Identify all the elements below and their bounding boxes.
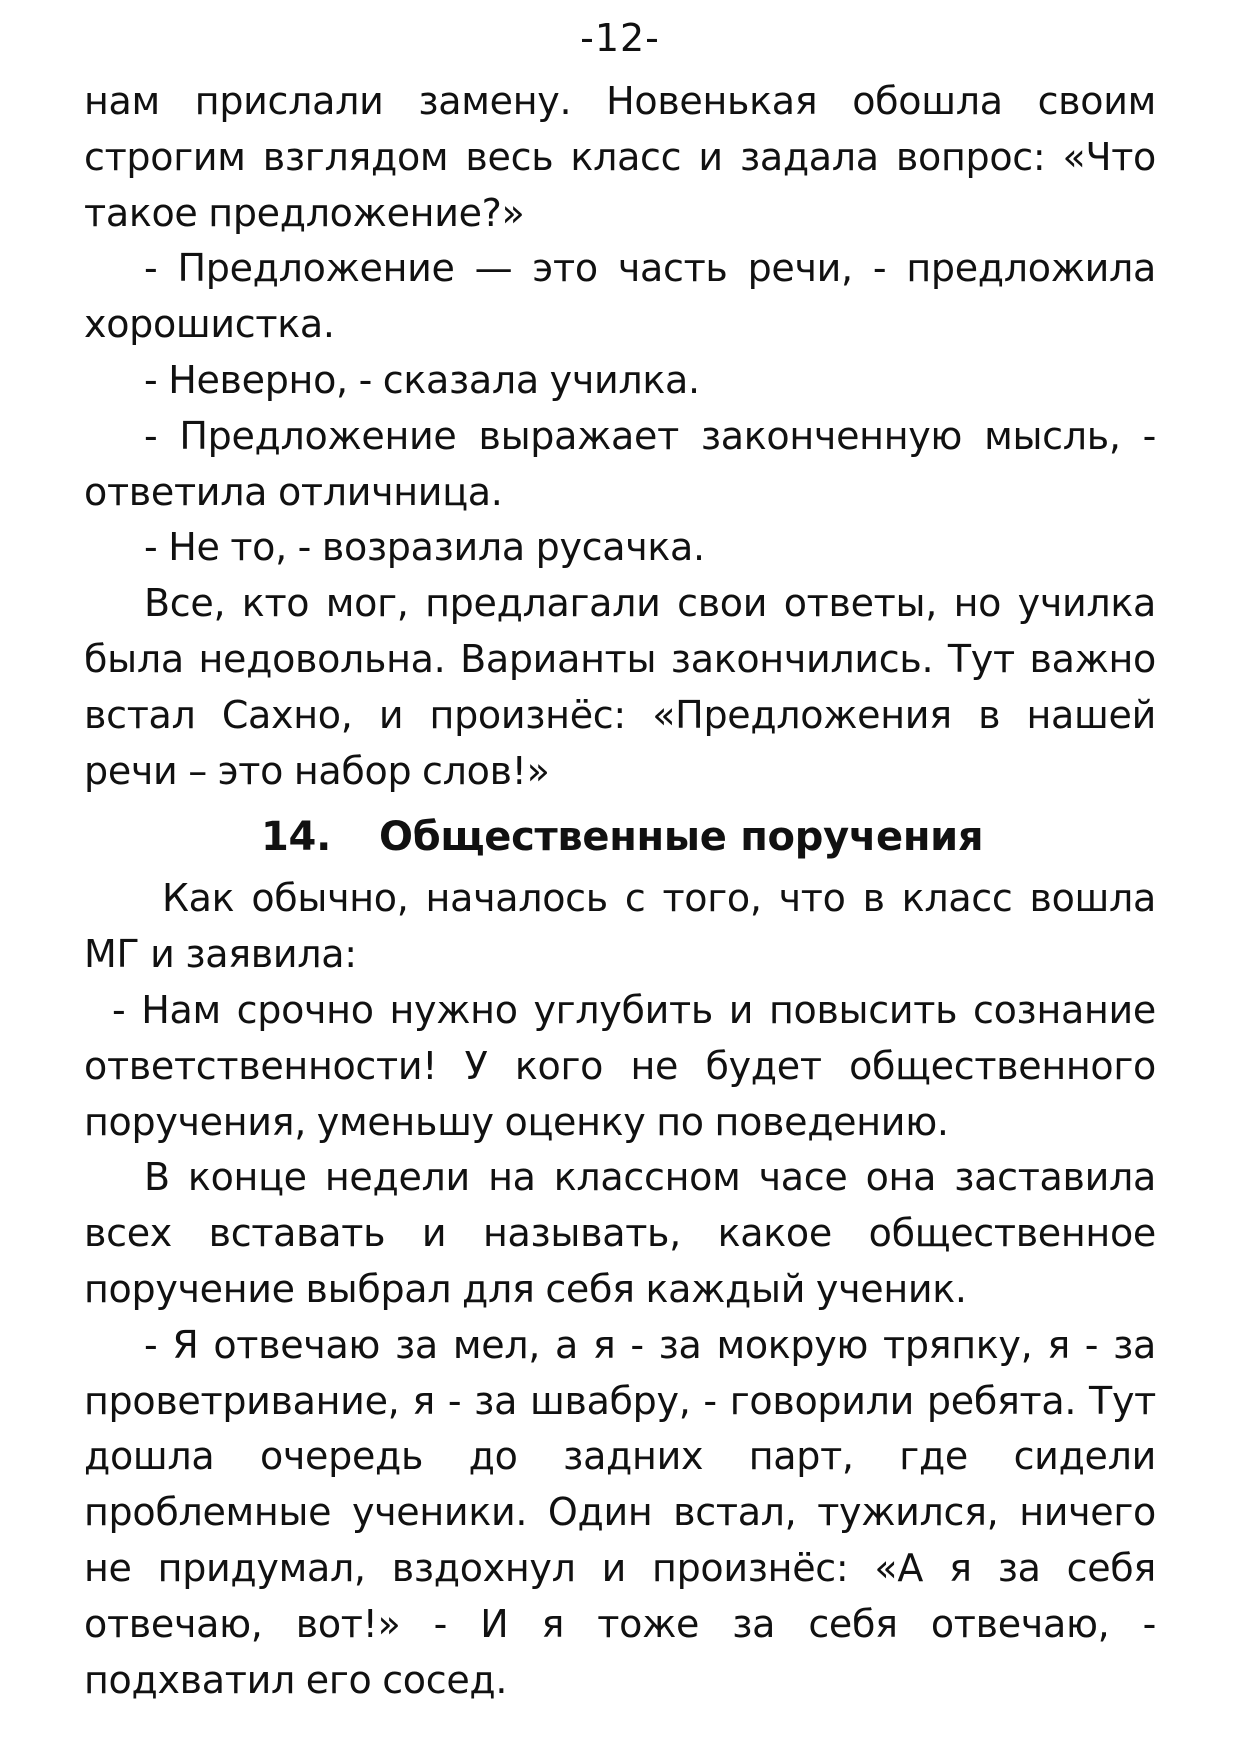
paragraph: - Нам срочно нужно углубить и повысить сознание ответственности! У кого не будет общественного поручения, уменьшу оценку по поведению. <box>84 987 1156 1144</box>
paragraph: В конце недели на классном часе она заставила всех вставать и называть, какое общественное поручение выбрал для себя каждый ученик. <box>84 1155 1156 1311</box>
book-page <box>84 0 1156 1748</box>
paragraph: - Предложение — это часть речи, - предложила хорошистка. <box>84 246 1156 347</box>
paragraph: Как обычно, началось с того, что в класс вошла МГ и заявила: <box>84 876 1156 977</box>
page-number: -12- <box>580 16 660 60</box>
section-heading <box>84 809 1156 865</box>
paragraph: - Не то, - возразила русачка. <box>144 525 705 570</box>
section-title: Общественные поручения <box>379 814 984 861</box>
paragraph: - Я отвечаю за мел, а я - за мокрую тряпку, я - за проветривание, я - за швабру, - говорили ребята. Тут дошла очередь до задних парт, где сидели проблемные ученики. Один встал, тужился, ничего не придумал, вздохнул и произнёс: «А я за себя отвечаю, вот!» - И я тоже за себя отвечаю, - подхватил его сосед. <box>84 1322 1156 1702</box>
paragraph: нам прислали замену. Новенькая обошла своим строгим взглядом весь класс и задала вопрос: «Что такое предложение?» <box>84 79 1156 235</box>
paragraph: Все, кто мог, предлагали свои ответы, но училка была недовольна. Варианты закончились. Тут важно встал Сахно, и произнёс: «Предложения в нашей речи – это набор слов!» <box>84 581 1156 793</box>
paragraph: - Неверно, - сказала училка. <box>144 357 700 402</box>
section-number: 14. <box>261 814 331 861</box>
paragraph: - Предложение выражает законченную мысль, - ответила отличница. <box>84 413 1156 514</box>
